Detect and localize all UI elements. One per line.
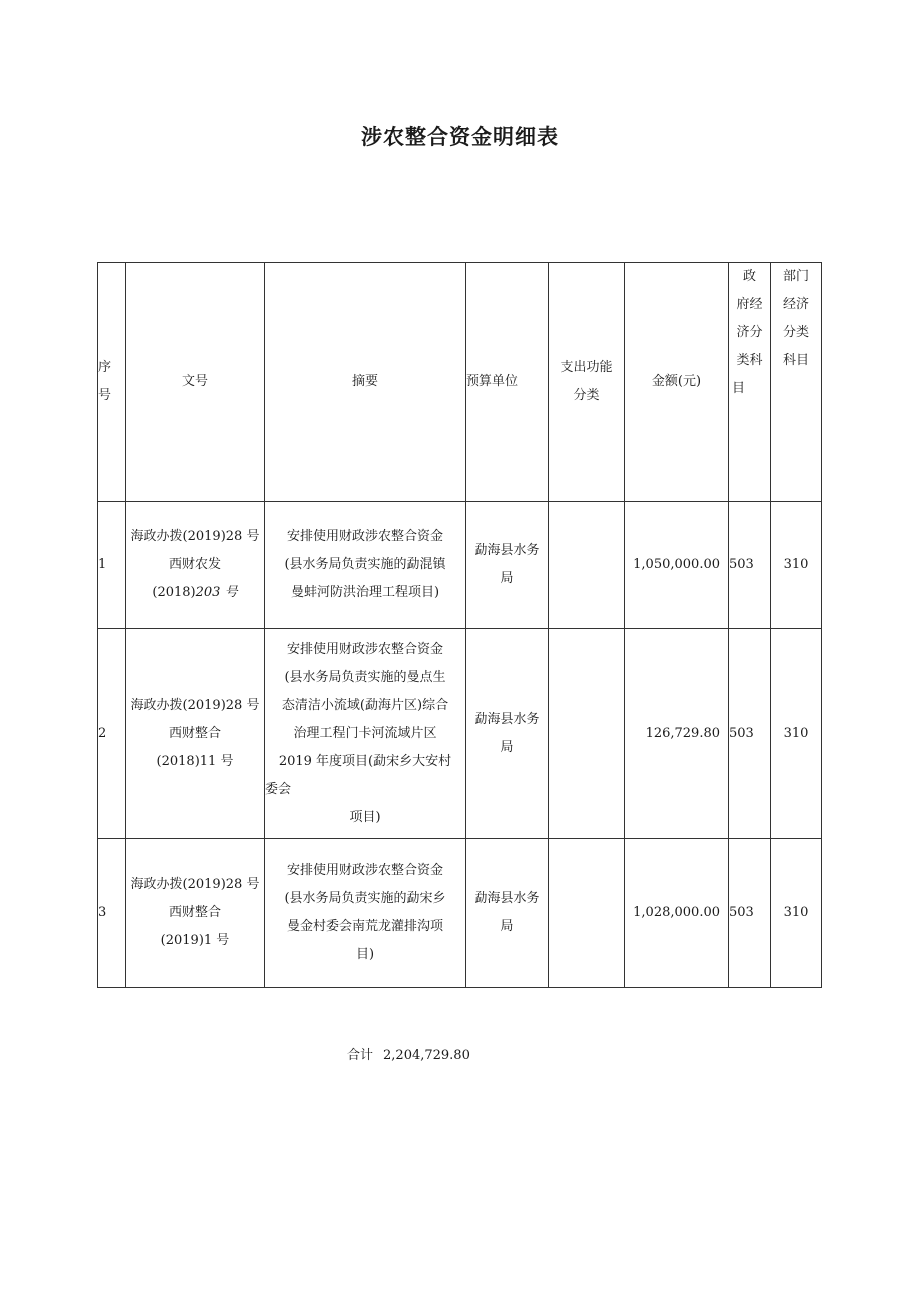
row-func-class bbox=[549, 502, 625, 629]
row-func-class bbox=[549, 839, 625, 988]
header-gov-econ: 政 府经 济分 类科 目 bbox=[729, 263, 771, 502]
row-summary: 安排使用财政涉农整合资金 (县水务局负责实施的勐宋乡 曼金村委会南荒龙灌排沟项 目) bbox=[265, 839, 466, 988]
page-title: 涉农整合资金明细表 bbox=[361, 125, 559, 149]
header-summary: 摘要 bbox=[265, 263, 466, 502]
row-summary: 安排使用财政涉农整合资金 (县水务局负责实施的曼点生 态清洁小流域(勐海片区)综合 治理工程门卡河流域片区 2019 年度项目(勐宋乡大安村 委会 项目) bbox=[265, 629, 466, 839]
row-seq: 2 bbox=[98, 629, 126, 839]
row-budget-unit: 勐海县水务 局 bbox=[466, 502, 549, 629]
row-dept-econ: 310 bbox=[771, 629, 822, 839]
row-amount: 1,050,000.00 bbox=[625, 502, 729, 629]
total-value: 2,204,729.80 bbox=[383, 1048, 470, 1063]
header-doc-no: 文号 bbox=[126, 263, 265, 502]
header-amount: 金额(元) bbox=[625, 263, 729, 502]
row-gov-econ: 503 bbox=[729, 839, 771, 988]
header-seq: 序 号 bbox=[98, 263, 126, 502]
table-row bbox=[98, 839, 822, 988]
table-header-row bbox=[98, 263, 822, 502]
row-dept-econ: 310 bbox=[771, 502, 822, 629]
total-label: 合计 bbox=[347, 1048, 374, 1063]
table-row bbox=[98, 502, 822, 629]
table-row bbox=[98, 629, 822, 839]
row-budget-unit: 勐海县水务 局 bbox=[466, 629, 549, 839]
row-dept-econ: 310 bbox=[771, 839, 822, 988]
row-gov-econ: 503 bbox=[729, 502, 771, 629]
row-amount: 126,729.80 bbox=[625, 629, 729, 839]
row-doc-no: 海政办拨(2019)28 号 西财农发 (2018)203 号 bbox=[126, 502, 265, 629]
row-func-class bbox=[549, 629, 625, 839]
row-doc-no: 海政办拨(2019)28 号 西财整合 (2018)11 号 bbox=[126, 629, 265, 839]
row-doc-no: 海政办拨(2019)28 号 西财整合 (2019)1 号 bbox=[126, 839, 265, 988]
row-seq: 3 bbox=[98, 839, 126, 988]
row-amount: 1,028,000.00 bbox=[625, 839, 729, 988]
row-seq: 1 bbox=[98, 502, 126, 629]
row-gov-econ: 503 bbox=[729, 629, 771, 839]
row-summary-tail: 项目) bbox=[349, 809, 381, 825]
total-line bbox=[347, 1044, 480, 1063]
funds-detail-table bbox=[97, 262, 822, 988]
row-budget-unit: 勐海县水务 局 bbox=[466, 839, 549, 988]
header-func-class: 支出功能 分类 bbox=[549, 263, 625, 502]
row-summary: 安排使用财政涉农整合资金 (县水务局负责实施的勐混镇 曼蚌河防洪治理工程项目) bbox=[265, 502, 466, 629]
header-dept-econ: 部门 经济 分类 科目 bbox=[771, 263, 822, 502]
header-budget-unit: 预算单位 bbox=[466, 263, 549, 502]
